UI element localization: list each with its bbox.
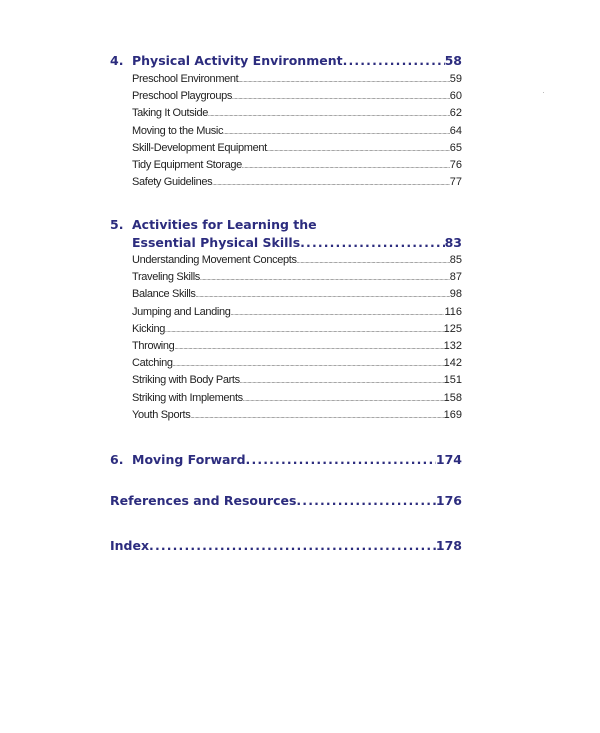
- entry-title: Kicking: [132, 322, 166, 335]
- toc-entry[interactable]: [110, 123, 462, 140]
- dot-leader: [246, 451, 436, 468]
- entry-page: 76: [449, 158, 462, 171]
- entry-title: Safety Guidelines: [132, 176, 213, 189]
- toc-entry[interactable]: [110, 321, 462, 338]
- entry-title: Catching: [132, 357, 173, 370]
- dot-leader: [149, 537, 436, 554]
- entry-page: 125: [443, 322, 462, 335]
- entry-page: 65: [449, 141, 462, 154]
- toc-entry[interactable]: [110, 88, 462, 105]
- toc-entry[interactable]: [110, 269, 462, 286]
- entry-title: Jumping and Landing: [132, 305, 231, 318]
- entry-page: 60: [449, 90, 462, 103]
- toc-entry[interactable]: [110, 252, 462, 269]
- scan-speck: [543, 92, 544, 93]
- entry-title: Preschool Environment: [132, 73, 239, 85]
- entry-title: Skill-Development Equipment: [132, 141, 267, 154]
- toc-entry[interactable]: [110, 355, 462, 372]
- chapter-number: 6.: [110, 452, 124, 467]
- entry-page: 59: [449, 73, 462, 85]
- chapter-title-line-1: Activities for Learning the: [132, 217, 317, 232]
- page-number: 83: [444, 235, 462, 250]
- index-title: Index: [110, 538, 150, 553]
- entry-page: 151: [443, 374, 462, 387]
- toc-entry[interactable]: [110, 105, 462, 122]
- dot-leader: [296, 492, 436, 509]
- chapter-4-sections: [110, 71, 462, 191]
- entry-page: 169: [443, 408, 462, 421]
- chapter-number: 4.: [110, 53, 124, 68]
- entry-page: 85: [449, 254, 462, 266]
- toc-entry[interactable]: [110, 304, 462, 321]
- entry-title: Traveling Skills: [132, 271, 200, 284]
- index-entry: [110, 537, 462, 554]
- chapter-4-heading[interactable]: [110, 52, 462, 69]
- page-number: 176: [435, 493, 462, 508]
- references-entry: [110, 492, 462, 509]
- dot-leader: [300, 234, 444, 251]
- entry-page: 62: [449, 107, 462, 120]
- entry-title: Throwing: [132, 339, 175, 352]
- chapter-5-heading-line-1[interactable]: [110, 216, 462, 233]
- chapter-6: [110, 451, 462, 468]
- index-heading[interactable]: [110, 537, 462, 554]
- dot-leader: [190, 407, 443, 426]
- toc-entry[interactable]: [110, 286, 462, 303]
- chapter-title-line-2: Essential Physical Skills: [132, 235, 301, 250]
- entry-title: Balance Skills: [132, 288, 196, 301]
- toc-entry[interactable]: [110, 407, 462, 424]
- toc-entry[interactable]: [110, 390, 462, 407]
- entry-title: Moving to the Music: [132, 124, 224, 137]
- toc-entry[interactable]: [110, 140, 462, 157]
- chapter-4: [110, 52, 462, 191]
- dot-leader: [212, 174, 449, 193]
- entry-title: Tidy Equipment Storage: [132, 158, 242, 171]
- toc-entry[interactable]: [110, 338, 462, 355]
- entry-page: 142: [443, 357, 462, 370]
- entry-page: 132: [443, 339, 462, 352]
- entry-page: 116: [444, 305, 462, 318]
- entry-page: 98: [449, 288, 462, 301]
- references-heading[interactable]: [110, 492, 462, 509]
- chapter-5-sections: [110, 252, 462, 424]
- page-number: 174: [435, 452, 462, 467]
- references-title: References and Resources: [110, 493, 297, 508]
- toc-entry[interactable]: [110, 157, 462, 174]
- entry-title: Striking with Body Parts: [132, 374, 240, 387]
- entry-page: 64: [449, 124, 462, 137]
- chapter-title: Moving Forward: [132, 452, 246, 467]
- toc-entry[interactable]: [110, 174, 462, 191]
- entry-title: Preschool Playgroups: [132, 90, 233, 103]
- entry-title: Understanding Movement Concepts: [132, 254, 297, 266]
- chapter-5: [110, 216, 462, 424]
- page-number: 178: [435, 538, 462, 553]
- chapter-6-heading[interactable]: [110, 451, 462, 468]
- entry-page: 158: [443, 391, 462, 404]
- entry-title: Youth Sports: [132, 408, 191, 421]
- chapter-number: 5.: [110, 217, 124, 232]
- chapter-title: Physical Activity Environment: [132, 53, 343, 68]
- entry-page: 87: [449, 271, 462, 284]
- toc-entry[interactable]: [110, 71, 462, 88]
- dot-leader: [343, 52, 445, 69]
- entry-page: 77: [449, 176, 462, 189]
- toc-entry[interactable]: [110, 372, 462, 389]
- chapter-5-heading-line-2[interactable]: [110, 234, 462, 251]
- entry-title: Striking with Implements: [132, 391, 243, 404]
- page-number: 58: [444, 53, 462, 68]
- entry-title: Taking It Outside: [132, 107, 208, 120]
